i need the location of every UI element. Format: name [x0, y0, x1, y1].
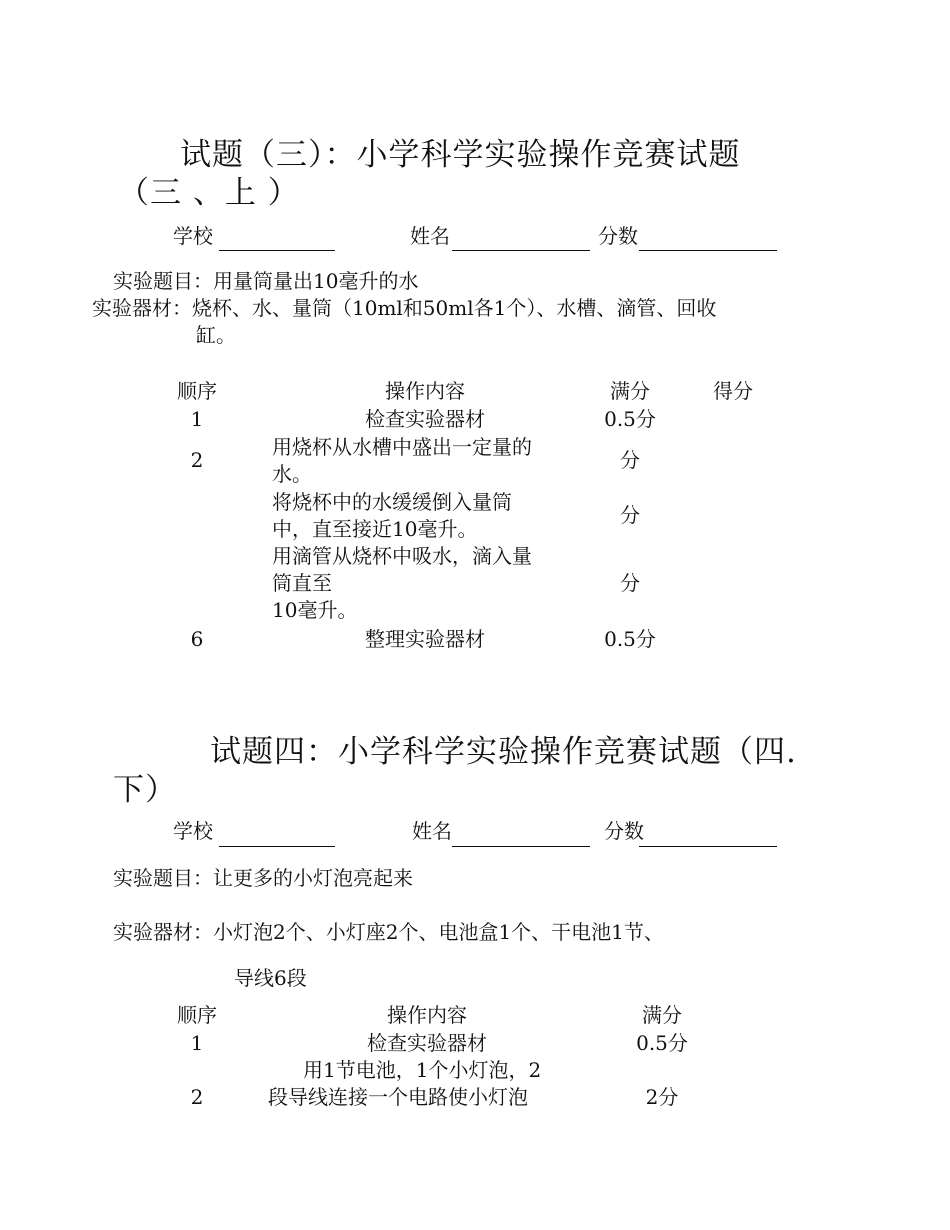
experiment-materials-line1: 实验器材：烧杯、水、量筒（10ml和50ml各1个）、水槽、滴管、回收	[92, 296, 717, 320]
row-full-score: 分	[620, 448, 640, 472]
row-content: 检查实验器材	[365, 407, 485, 431]
row-order: 2	[190, 1085, 204, 1109]
row-order: 1	[190, 1031, 204, 1055]
row-content: 将烧杯中的水缓缓倒入量筒	[272, 490, 512, 514]
row-content: 中，直至接近10毫升。	[272, 517, 478, 541]
section-3-title-line1: 试题（三）：小学科学实验操作竞赛试题	[180, 137, 741, 173]
row-order: 2	[190, 448, 204, 472]
school-label: 学校	[173, 224, 213, 248]
experiment-topic: 实验题目：用量筒量出10毫升的水	[113, 269, 419, 293]
row-content: 用烧杯从水槽中盛出一定量的	[272, 435, 532, 459]
header-score: 得分	[713, 379, 753, 403]
row-order: 1	[190, 407, 204, 431]
row-content: 检查实验器材	[367, 1031, 487, 1055]
school-label: 学校	[173, 819, 213, 843]
header-full-score: 满分	[642, 1003, 682, 1027]
row-full-score: 0.5分	[636, 1031, 688, 1055]
score-label: 分数	[604, 819, 644, 843]
section-3-title-line2: （三 、上 ）	[118, 175, 300, 211]
school-field-line[interactable]	[219, 250, 335, 251]
experiment-topic: 实验题目：让更多的小灯泡亮起来	[113, 866, 413, 890]
header-content: 操作内容	[387, 1003, 467, 1027]
header-content: 操作内容	[385, 379, 465, 403]
name-field-line[interactable]	[452, 250, 590, 251]
name-field-line[interactable]	[452, 846, 590, 847]
row-full-score: 0.5分	[604, 407, 656, 431]
row-content: 10毫升。	[272, 598, 358, 622]
header-order: 顺序	[177, 379, 217, 403]
header-full-score: 满分	[610, 379, 650, 403]
score-label: 分数	[598, 224, 638, 248]
row-full-score: 2分	[645, 1085, 679, 1109]
row-content: 用滴管从烧杯中吸水，滴入量	[272, 544, 532, 568]
score-field-line[interactable]	[639, 250, 777, 251]
score-field-line[interactable]	[639, 846, 777, 847]
row-full-score: 0.5分	[604, 627, 656, 651]
row-order: 6	[190, 627, 204, 651]
row-full-score: 分	[620, 503, 640, 527]
name-label: 姓名	[410, 224, 450, 248]
section-4-title-line2: 下）	[113, 772, 177, 808]
row-content: 用1节电池，1个小灯泡，2	[303, 1058, 542, 1082]
name-label: 姓名	[412, 819, 452, 843]
row-content: 筒直至	[272, 571, 332, 595]
experiment-materials-line1: 实验器材：小灯泡2个、小灯座2个、电池盒1个、干电池1节、	[113, 920, 664, 944]
row-content: 段导线连接一个电路使小灯泡	[268, 1085, 528, 1109]
experiment-materials-line2: 导线6段	[234, 966, 307, 990]
school-field-line[interactable]	[219, 846, 335, 847]
header-order: 顺序	[177, 1003, 217, 1027]
row-content: 水。	[272, 462, 312, 486]
row-full-score: 分	[620, 571, 640, 595]
experiment-materials-line2: 缸。	[196, 323, 236, 347]
section-4-title-line1: 试题四：小学科学实验操作竞赛试题（四.	[210, 734, 797, 770]
row-content: 整理实验器材	[365, 627, 485, 651]
